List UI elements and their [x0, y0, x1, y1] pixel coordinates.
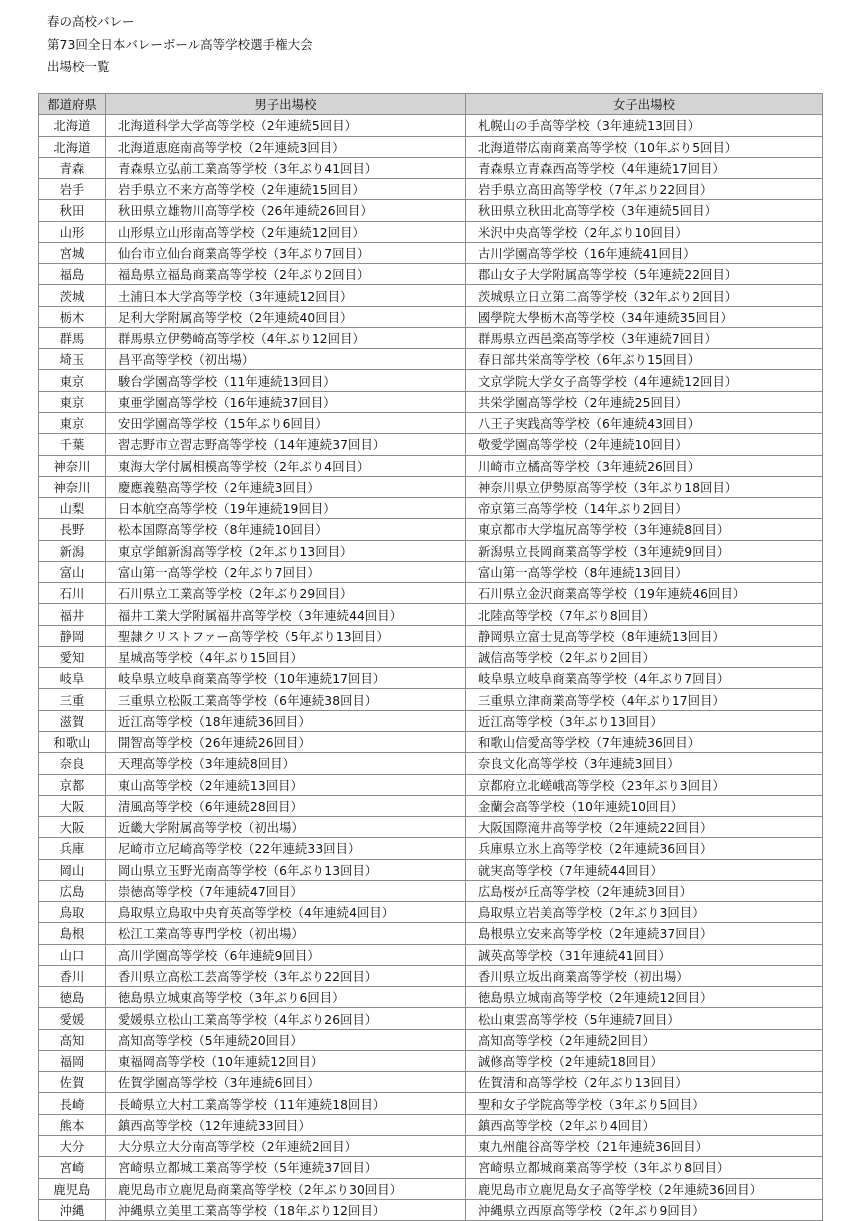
table-row — [39, 455, 823, 476]
girls-school-cell: 米沢中央高等学校（2年ぶり10回目） — [466, 221, 823, 242]
participants-table — [38, 93, 823, 1221]
boys-school-cell: 岐阜県立岐阜商業高等学校（10年連続17回目） — [106, 668, 466, 689]
table-row — [39, 1029, 823, 1050]
table-row — [39, 1199, 823, 1220]
boys-school-cell: 高知高等学校（5年連続20回目） — [106, 1029, 466, 1050]
boys-school-cell: 東亜学園高等学校（16年連続37回目） — [106, 391, 466, 412]
prefecture-cell: 広島 — [39, 880, 106, 901]
table-row — [39, 710, 823, 731]
girls-school-cell: 國學院大學栃木高等学校（34年連続35回目） — [466, 306, 823, 327]
girls-school-cell: 春日部共栄高等学校（6年ぶり15回目） — [466, 349, 823, 370]
girls-school-cell: 東京都市大学塩尻高等学校（3年連続8回目） — [466, 519, 823, 540]
table-row — [39, 264, 823, 285]
girls-school-cell: 帝京第三高等学校（14年ぶり2回目） — [466, 498, 823, 519]
girls-school-cell: 近江高等学校（3年ぶり13回目） — [466, 710, 823, 731]
prefecture-cell: 山口 — [39, 944, 106, 965]
table-row — [39, 1008, 823, 1029]
boys-school-cell: 東京学館新潟高等学校（2年ぶり13回目） — [106, 540, 466, 561]
table-row — [39, 476, 823, 497]
prefecture-cell: 大分 — [39, 1136, 106, 1157]
table-row — [39, 242, 823, 263]
table-row — [39, 179, 823, 200]
table-row — [39, 1157, 823, 1178]
boys-school-cell: 北海道恵庭南高等学校（2年連続3回目） — [106, 136, 466, 157]
table-row — [39, 370, 823, 391]
boys-school-cell: 天理高等学校（3年連続8回目） — [106, 753, 466, 774]
table-row — [39, 200, 823, 221]
girls-school-cell: 神奈川県立伊勢原高等学校（3年ぶり18回目） — [466, 476, 823, 497]
boys-school-cell: 高川学園高等学校（6年連続9回目） — [106, 944, 466, 965]
girls-school-cell: 群馬県立西邑楽高等学校（3年連続7回目） — [466, 327, 823, 348]
table-row — [39, 327, 823, 348]
prefecture-cell: 香川 — [39, 965, 106, 986]
table-row — [39, 987, 823, 1008]
table-header-row — [39, 94, 823, 115]
boys-school-cell: 愛媛県立松山工業高等学校（4年ぶり26回目） — [106, 1008, 466, 1029]
prefecture-cell: 群馬 — [39, 327, 106, 348]
boys-school-cell: 群馬県立伊勢崎高等学校（4年ぶり12回目） — [106, 327, 466, 348]
table-row — [39, 306, 823, 327]
table-row — [39, 157, 823, 178]
table-row — [39, 391, 823, 412]
girls-school-cell: 島根県立安来高等学校（2年連続37回目） — [466, 923, 823, 944]
prefecture-cell: 神奈川 — [39, 476, 106, 497]
boys-school-cell: 佐賀学園高等学校（3年連続6回目） — [106, 1072, 466, 1093]
boys-school-cell: 北海道科学大学高等学校（2年連続5回目） — [106, 115, 466, 136]
event-label: 春の高校バレー — [47, 14, 135, 29]
prefecture-cell: 山梨 — [39, 498, 106, 519]
table-row — [39, 774, 823, 795]
boys-school-cell: 日本航空高等学校（19年連続19回目） — [106, 498, 466, 519]
girls-school-cell: 沖縄県立西原高等学校（2年ぶり9回目） — [466, 1199, 823, 1220]
prefecture-cell: 愛知 — [39, 646, 106, 667]
girls-school-cell: 三重県立津商業高等学校（4年ぶり17回目） — [466, 689, 823, 710]
prefecture-cell: 長崎 — [39, 1093, 106, 1114]
prefecture-cell: 大阪 — [39, 795, 106, 816]
prefecture-cell: 沖縄 — [39, 1199, 106, 1220]
prefecture-cell: 奈良 — [39, 753, 106, 774]
tournament-title: 第73回全日本バレーボール高等学校選手権大会 — [47, 36, 313, 52]
girls-school-cell: 石川県立金沢商業高等学校（19年連続46回目） — [466, 583, 823, 604]
table-row — [39, 519, 823, 540]
prefecture-cell: 長野 — [39, 519, 106, 540]
girls-school-cell: 岐阜県立岐阜商業高等学校（4年ぶり7回目） — [466, 668, 823, 689]
prefecture-cell: 鹿児島 — [39, 1178, 106, 1199]
table-row — [39, 434, 823, 455]
prefecture-cell: 石川 — [39, 583, 106, 604]
table-row — [39, 115, 823, 136]
prefecture-cell: 新潟 — [39, 540, 106, 561]
boys-school-cell: 崇徳高等学校（7年連続47回目） — [106, 880, 466, 901]
boys-school-cell: 駿台学園高等学校（11年連続13回目） — [106, 370, 466, 391]
prefecture-cell: 北海道 — [39, 136, 106, 157]
boys-school-cell: 岩手県立不来方高等学校（2年連続15回目） — [106, 179, 466, 200]
girls-school-cell: 古川学園高等学校（16年連続41回目） — [466, 242, 823, 263]
girls-school-cell: 宮崎県立都城商業高等学校（3年ぶり8回目） — [466, 1157, 823, 1178]
girls-school-cell: 和歌山信愛高等学校（7年連続36回目） — [466, 731, 823, 752]
girls-school-cell: 鹿児島市立鹿児島女子高等学校（2年連続36回目） — [466, 1178, 823, 1199]
girls-school-cell: 高知高等学校（2年連続2回目） — [466, 1029, 823, 1050]
boys-school-cell: 土浦日本大学高等学校（3年連続12回目） — [106, 285, 466, 306]
boys-school-cell: 山形県立山形南高等学校（2年連続12回目） — [106, 221, 466, 242]
table-row — [39, 136, 823, 157]
table-row — [39, 902, 823, 923]
prefecture-cell: 富山 — [39, 561, 106, 582]
table-row — [39, 753, 823, 774]
boys-school-cell: 香川県立高松工芸高等学校（3年ぶり22回目） — [106, 965, 466, 986]
table-row — [39, 944, 823, 965]
boys-school-cell: 福島県立福島商業高等学校（2年ぶり2回目） — [106, 264, 466, 285]
boys-school-cell: 近畿大学附属高等学校（初出場） — [106, 817, 466, 838]
boys-school-cell: 大分県立大分南高等学校（2年連続2回目） — [106, 1136, 466, 1157]
prefecture-cell: 宮城 — [39, 242, 106, 263]
boys-school-cell: 足利大学附属高等学校（2年連続40回目） — [106, 306, 466, 327]
girls-school-cell: 敬愛学園高等学校（2年連続10回目） — [466, 434, 823, 455]
boys-school-cell: 青森県立弘前工業高等学校（3年ぶり41回目） — [106, 157, 466, 178]
table-row — [39, 668, 823, 689]
prefecture-cell: 愛媛 — [39, 1008, 106, 1029]
boys-school-cell: 仙台市立仙台商業高等学校（3年ぶり7回目） — [106, 242, 466, 263]
boys-school-cell: 鳥取県立鳥取中央育英高等学校（4年連続4回目） — [106, 902, 466, 923]
table-row — [39, 731, 823, 752]
table-row — [39, 625, 823, 646]
girls-school-cell: 共栄学園高等学校（2年連続25回目） — [466, 391, 823, 412]
prefecture-cell: 熊本 — [39, 1114, 106, 1135]
table-row — [39, 561, 823, 582]
prefecture-cell: 岡山 — [39, 859, 106, 880]
prefecture-cell: 秋田 — [39, 200, 106, 221]
table-row — [39, 646, 823, 667]
girls-school-cell: 郡山女子大学附属高等学校（5年連続22回目） — [466, 264, 823, 285]
boys-school-cell: 聖隷クリストファー高等学校（5年ぶり13回目） — [106, 625, 466, 646]
boys-school-cell: 近江高等学校（18年連続36回目） — [106, 710, 466, 731]
column-header-prefecture: 都道府県 — [39, 94, 106, 115]
boys-school-cell: 東海大学付属相模高等学校（2年ぶり4回目） — [106, 455, 466, 476]
prefecture-cell: 東京 — [39, 412, 106, 433]
prefecture-cell: 岐阜 — [39, 668, 106, 689]
girls-school-cell: 富山第一高等学校（8年連続13回目） — [466, 561, 823, 582]
girls-school-cell: 北海道帯広南商業高等学校（10年ぶり5回目） — [466, 136, 823, 157]
prefecture-cell: 青森 — [39, 157, 106, 178]
column-header-boys-school: 男子出場校 — [106, 94, 466, 115]
prefecture-cell: 東京 — [39, 391, 106, 412]
prefecture-cell: 島根 — [39, 923, 106, 944]
girls-school-cell: 青森県立青森西高等学校（4年連続17回目） — [466, 157, 823, 178]
boys-school-cell: 福井工業大学附属福井高等学校（3年連続44回目） — [106, 604, 466, 625]
girls-school-cell: 徳島県立城南高等学校（2年連続12回目） — [466, 987, 823, 1008]
boys-school-cell: 星城高等学校（4年ぶり15回目） — [106, 646, 466, 667]
prefecture-cell: 千葉 — [39, 434, 106, 455]
boys-school-cell: 東山高等学校（2年連続13回目） — [106, 774, 466, 795]
table-row — [39, 1178, 823, 1199]
prefecture-cell: 埼玉 — [39, 349, 106, 370]
girls-school-cell: 兵庫県立氷上高等学校（2年連続36回目） — [466, 838, 823, 859]
boys-school-cell: 岡山県立玉野光南高等学校（6年ぶり13回目） — [106, 859, 466, 880]
table-row — [39, 540, 823, 561]
table-row — [39, 1136, 823, 1157]
boys-school-cell: 長崎県立大村工業高等学校（11年連続18回目） — [106, 1093, 466, 1114]
boys-school-cell: 清風高等学校（6年連続28回目） — [106, 795, 466, 816]
prefecture-cell: 東京 — [39, 370, 106, 391]
column-header-girls-school: 女子出場校 — [466, 94, 823, 115]
boys-school-cell: 富山第一高等学校（2年ぶり7回目） — [106, 561, 466, 582]
girls-school-cell: 秋田県立秋田北高等学校（3年連続5回目） — [466, 200, 823, 221]
girls-school-cell: 茨城県立日立第二高等学校（32年ぶり2回目） — [466, 285, 823, 306]
boys-school-cell: 石川県立工業高等学校（2年ぶり29回目） — [106, 583, 466, 604]
prefecture-cell: 徳島 — [39, 987, 106, 1008]
girls-school-cell: 大阪国際滝井高等学校（2年連続22回目） — [466, 817, 823, 838]
document-header — [47, 11, 313, 79]
boys-school-cell: 習志野市立習志野高等学校（14年連続37回目） — [106, 434, 466, 455]
girls-school-cell: 誠修高等学校（2年連続18回目） — [466, 1050, 823, 1071]
girls-school-cell: 静岡県立富士見高等学校（8年連続13回目） — [466, 625, 823, 646]
boys-school-cell: 開智高等学校（26年連続26回目） — [106, 731, 466, 752]
table-row — [39, 349, 823, 370]
prefecture-cell: 福井 — [39, 604, 106, 625]
girls-school-cell: 誠英高等学校（31年連続41回目） — [466, 944, 823, 965]
girls-school-cell: 香川県立坂出商業高等学校（初出場） — [466, 965, 823, 986]
girls-school-cell: 誠信高等学校（2年ぶり2回目） — [466, 646, 823, 667]
boys-school-cell: 尼崎市立尼崎高等学校（22年連続33回目） — [106, 838, 466, 859]
boys-school-cell: 沖縄県立美里工業高等学校（18年ぶり12回目） — [106, 1199, 466, 1220]
prefecture-cell: 北海道 — [39, 115, 106, 136]
girls-school-cell: 鳥取県立岩美高等学校（2年ぶり3回目） — [466, 902, 823, 923]
girls-school-cell: 京都府立北嵯峨高等学校（23年ぶり3回目） — [466, 774, 823, 795]
boys-school-cell: 宮崎県立都城工業高等学校（5年連続37回目） — [106, 1157, 466, 1178]
prefecture-cell: 福岡 — [39, 1050, 106, 1071]
boys-school-cell: 松本国際高等学校（8年連続10回目） — [106, 519, 466, 540]
table-row — [39, 1072, 823, 1093]
girls-school-cell: 北陸高等学校（7年ぶり8回目） — [466, 604, 823, 625]
table-row — [39, 880, 823, 901]
prefecture-cell: 茨城 — [39, 285, 106, 306]
prefecture-cell: 大阪 — [39, 817, 106, 838]
girls-school-cell: 松山東雲高等学校（5年連続7回目） — [466, 1008, 823, 1029]
table-body — [39, 115, 823, 1221]
table-row — [39, 1093, 823, 1114]
prefecture-cell: 鳥取 — [39, 902, 106, 923]
table-row — [39, 1114, 823, 1135]
girls-school-cell: 川崎市立橘高等学校（3年連続26回目） — [466, 455, 823, 476]
girls-school-cell: 文京学院大学女子高等学校（4年連続12回目） — [466, 370, 823, 391]
prefecture-cell: 神奈川 — [39, 455, 106, 476]
prefecture-cell: 京都 — [39, 774, 106, 795]
boys-school-cell: 鹿児島市立鹿児島商業高等学校（2年ぶり30回目） — [106, 1178, 466, 1199]
girls-school-cell: 岩手県立高田高等学校（7年ぶり22回目） — [466, 179, 823, 200]
girls-school-cell: 奈良文化高等学校（3年連続3回目） — [466, 753, 823, 774]
prefecture-cell: 兵庫 — [39, 838, 106, 859]
prefecture-cell: 三重 — [39, 689, 106, 710]
table-row — [39, 583, 823, 604]
table-row — [39, 859, 823, 880]
boys-school-cell: 三重県立松阪工業高等学校（6年連続38回目） — [106, 689, 466, 710]
table-row — [39, 285, 823, 306]
girls-school-cell: 八王子実践高等学校（6年連続43回目） — [466, 412, 823, 433]
boys-school-cell: 徳島県立城東高等学校（3年ぶり6回目） — [106, 987, 466, 1008]
boys-school-cell: 慶應義塾高等学校（2年連続3回目） — [106, 476, 466, 497]
girls-school-cell: 新潟県立長岡商業高等学校（3年連続9回目） — [466, 540, 823, 561]
prefecture-cell: 山形 — [39, 221, 106, 242]
girls-school-cell: 就実高等学校（7年連続44回目） — [466, 859, 823, 880]
prefecture-cell: 宮崎 — [39, 1157, 106, 1178]
boys-school-cell: 昌平高等学校（初出場） — [106, 349, 466, 370]
table-row — [39, 604, 823, 625]
table-row — [39, 498, 823, 519]
prefecture-cell: 佐賀 — [39, 1072, 106, 1093]
boys-school-cell: 秋田県立雄物川高等学校（26年連続26回目） — [106, 200, 466, 221]
page-title: 出場校一覧 — [47, 59, 110, 74]
table-row — [39, 689, 823, 710]
table-row — [39, 221, 823, 242]
girls-school-cell: 佐賀清和高等学校（2年ぶり13回目） — [466, 1072, 823, 1093]
table-row — [39, 923, 823, 944]
girls-school-cell: 東九州龍谷高等学校（21年連続36回目） — [466, 1136, 823, 1157]
table-row — [39, 795, 823, 816]
boys-school-cell: 安田学園高等学校（15年ぶり6回目） — [106, 412, 466, 433]
table-row — [39, 1050, 823, 1071]
prefecture-cell: 和歌山 — [39, 731, 106, 752]
prefecture-cell: 岩手 — [39, 179, 106, 200]
girls-school-cell: 広島桜が丘高等学校（2年連続3回目） — [466, 880, 823, 901]
boys-school-cell: 松江工業高等専門学校（初出場） — [106, 923, 466, 944]
table-row — [39, 412, 823, 433]
girls-school-cell: 札幌山の手高等学校（3年連続13回目） — [466, 115, 823, 136]
prefecture-cell: 滋賀 — [39, 710, 106, 731]
prefecture-cell: 高知 — [39, 1029, 106, 1050]
prefecture-cell: 栃木 — [39, 306, 106, 327]
girls-school-cell: 聖和女子学院高等学校（3年ぶり5回目） — [466, 1093, 823, 1114]
table-row — [39, 817, 823, 838]
boys-school-cell: 東福岡高等学校（10年連続12回目） — [106, 1050, 466, 1071]
table-row — [39, 965, 823, 986]
girls-school-cell: 金蘭会高等学校（10年連続10回目） — [466, 795, 823, 816]
prefecture-cell: 静岡 — [39, 625, 106, 646]
boys-school-cell: 鎮西高等学校（12年連続33回目） — [106, 1114, 466, 1135]
girls-school-cell: 鎮西高等学校（2年ぶり4回目） — [466, 1114, 823, 1135]
prefecture-cell: 福島 — [39, 264, 106, 285]
table-row — [39, 838, 823, 859]
